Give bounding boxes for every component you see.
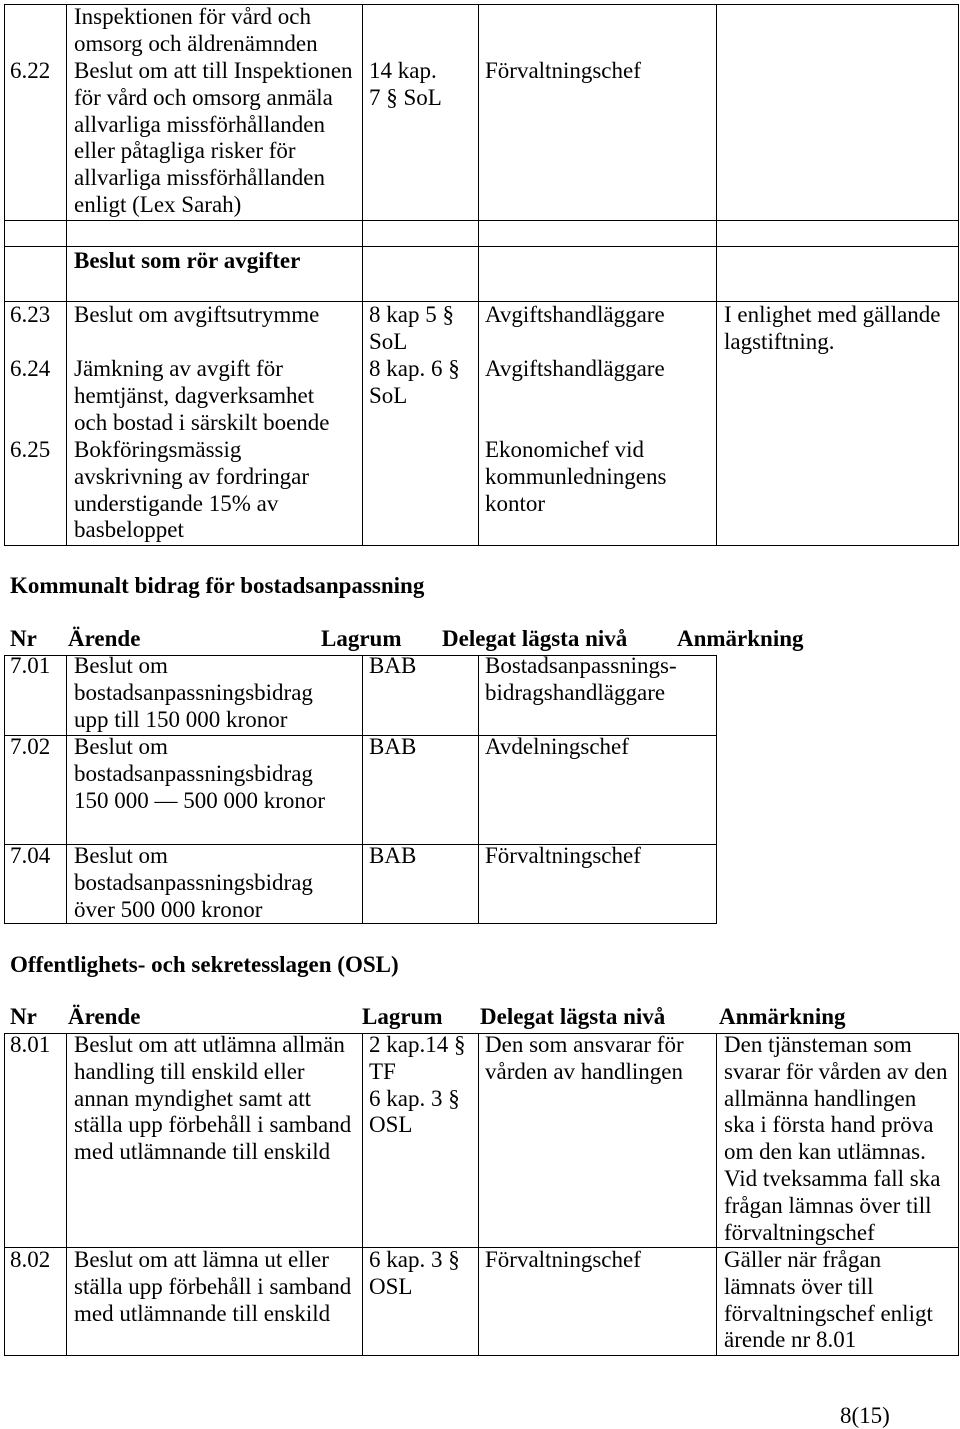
cell-anmarkning: Gäller när frågan lämnats över till förvaltningschef enligt ärende nr 8.01 <box>724 1247 933 1353</box>
cell-delegat: Avgiftshandläggare <box>485 356 665 381</box>
column-header-arende: Ärende <box>68 626 141 651</box>
cell-anmarkning: Den tjänsteman som svarar för vården av den allmänna handlingen ska i första hand pröva om den kan utlämnas. Vid tveksamma fall ska frågan lämnas över till förvaltningschef <box>724 1032 948 1245</box>
table-rule-vertical <box>716 655 717 924</box>
table-rule-vertical <box>4 4 5 546</box>
cell-arende: Beslut om bostadsanpassningsbidrag 150 000 — 500 000 kronor <box>74 734 326 813</box>
cell-arende: Beslut om bostadsanpassningsbidrag upp till 150 000 kronor <box>74 653 313 732</box>
cell-arende: Beslut om avgiftsutrymme <box>74 302 320 327</box>
column-header-arende: Ärende <box>68 1004 141 1029</box>
section-heading: Kommunalt bidrag för bostadsanpassning <box>10 573 425 598</box>
cell-nr: 8.02 <box>10 1247 51 1272</box>
table-rule-horizontal <box>4 220 959 221</box>
cell-lagrum: 14 kap. 7 § SoL <box>369 58 442 110</box>
cell-lagrum: 6 kap. 3 § OSL <box>369 1247 460 1299</box>
cell-lagrum: 2 kap.14 § TF 6 kap. 3 § OSL <box>369 1032 466 1138</box>
table-rule-vertical <box>362 1033 363 1356</box>
table-rule-horizontal <box>4 246 959 247</box>
table-rule-vertical <box>66 655 67 924</box>
column-header-nr: Nr <box>10 626 37 651</box>
table-rule-vertical <box>958 4 959 546</box>
cell-lagrum: BAB <box>369 653 417 678</box>
table-rule-vertical <box>66 1033 67 1356</box>
cell-lagrum: BAB <box>369 843 417 868</box>
column-header-anmarkning: Anmärkning <box>719 1004 846 1029</box>
cell-anmarkning: I enlighet med gällande lagstiftning. <box>724 302 941 354</box>
cell-nr: 7.02 <box>10 734 51 759</box>
column-header-lagrum: Lagrum <box>362 1004 443 1029</box>
table-rule-vertical <box>478 1033 479 1356</box>
table-rule-vertical <box>66 4 67 546</box>
table-rule-horizontal <box>4 545 959 546</box>
cell-nr: 6.24 <box>10 356 51 381</box>
column-header-nr: Nr <box>10 1004 37 1029</box>
table-rule-vertical <box>362 4 363 546</box>
cell-nr: 8.01 <box>10 1032 51 1057</box>
table-rule-vertical <box>362 655 363 924</box>
cell-arende: Jämkning av avgift för hemtjänst, dagverksamhet och bostad i särskilt boende <box>74 356 330 435</box>
cell-arende: Beslut om att till Inspektionen för vård och omsorg anmäla allvarliga missförhållanden eller påtagliga risker för allvarliga missförhållanden enligt (Lex Sarah) <box>74 58 353 217</box>
cell-delegat: Bostadsanpassnings- bidragshandläggare <box>485 653 677 705</box>
table-rule-vertical <box>716 4 717 546</box>
table-rule-vertical <box>478 4 479 546</box>
cell-lagrum: 8 kap 5 § SoL <box>369 302 454 354</box>
cell-arende: Inspektionen för vård och omsorg och äldrenämnden <box>74 4 318 56</box>
table-rule-vertical <box>4 655 5 924</box>
column-header-anmarkning: Anmärkning <box>677 626 804 651</box>
cell-arende: Beslut om att utlämna allmän handling till enskild eller annan myndighet samt att ställa upp förbehåll i samband med utlämnande till enskild <box>74 1032 352 1165</box>
page-number: 8(15) <box>840 1403 890 1428</box>
cell-arende: Beslut om att lämna ut eller ställa upp förbehåll i samband med utlämnande till enskild <box>74 1247 352 1326</box>
table-rule-vertical <box>958 1033 959 1356</box>
cell-delegat: Förvaltningschef <box>485 1247 641 1272</box>
column-header-delegat: Delegat lägsta nivå <box>442 626 628 651</box>
table-rule-vertical <box>716 1033 717 1356</box>
cell-delegat: Avgiftshandläggare <box>485 302 665 327</box>
cell-nr: 7.01 <box>10 653 51 678</box>
cell-nr: 6.22 <box>10 58 51 83</box>
section-heading: Offentlighets- och sekretesslagen (OSL) <box>10 952 399 977</box>
cell-delegat: Förvaltningschef <box>485 843 641 868</box>
table-subheading: Beslut som rör avgifter <box>74 248 301 273</box>
cell-delegat: Förvaltningschef <box>485 58 641 83</box>
cell-lagrum: 8 kap. 6 § SoL <box>369 356 460 408</box>
cell-nr: 6.23 <box>10 302 51 327</box>
cell-delegat: Den som ansvarar för vården av handlingen <box>485 1032 684 1084</box>
cell-nr: 7.04 <box>10 843 51 868</box>
cell-arende: Bokföringsmässig avskrivning av fordringar understigande 15% av basbeloppet <box>74 437 310 543</box>
cell-arende: Beslut om bostadsanpassningsbidrag över 500 000 kronor <box>74 843 313 922</box>
cell-lagrum: BAB <box>369 734 417 759</box>
column-header-delegat: Delegat lägsta nivå <box>480 1004 666 1029</box>
table-rule-vertical <box>4 1033 5 1356</box>
table-rule-vertical <box>478 655 479 924</box>
cell-nr: 6.25 <box>10 437 51 462</box>
table-rule-horizontal <box>4 1355 959 1356</box>
cell-delegat: Ekonomichef vid kommunledningens kontor <box>485 437 667 516</box>
cell-delegat: Avdelningschef <box>485 734 629 759</box>
column-header-lagrum: Lagrum <box>321 626 402 651</box>
